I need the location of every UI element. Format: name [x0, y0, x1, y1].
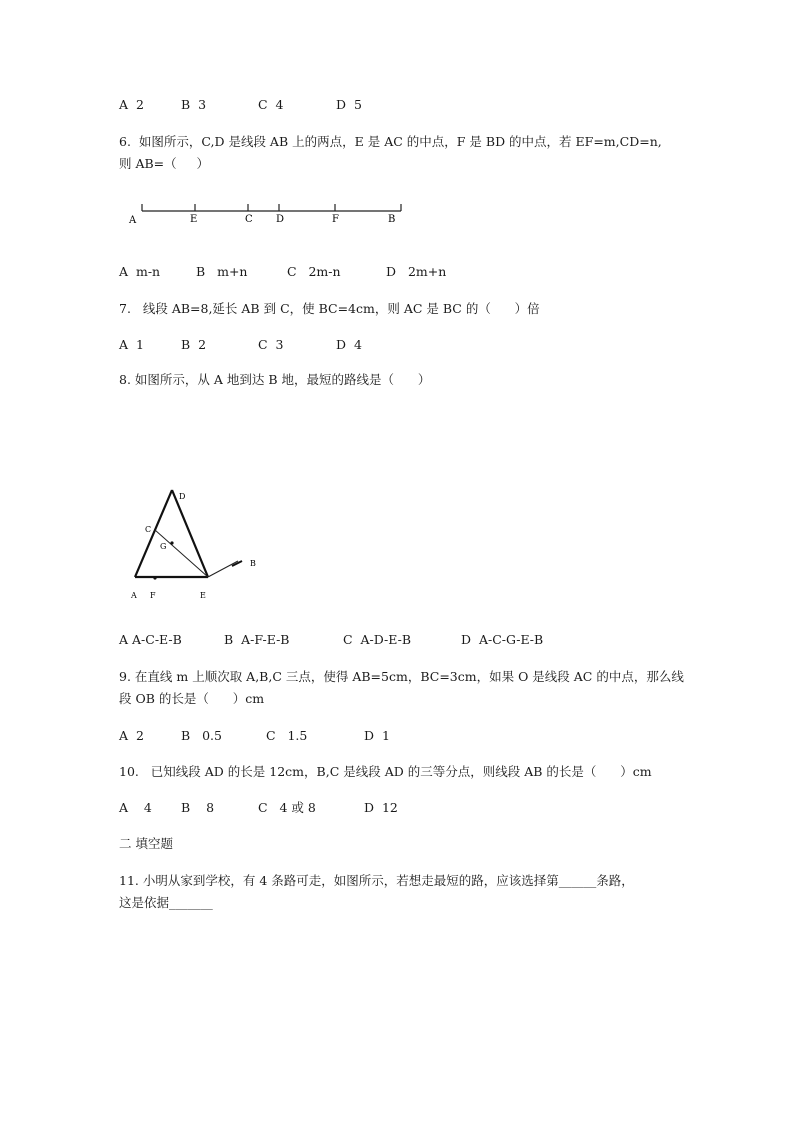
- q9-option-a: A 2: [119, 728, 144, 743]
- q6-option-d: D 2m+n: [386, 264, 447, 279]
- q6-option-a: A m-n: [119, 264, 161, 279]
- q6-option-c: C 2m-n: [287, 264, 341, 279]
- q11-question-text: 11. 小明从家到学校，有 4 条路可走，如图所示，若想走最短的路，应该选择第______条路，: [119, 873, 634, 888]
- q7-option-a: A 1: [119, 337, 144, 352]
- q6-label-b: B: [388, 214, 396, 225]
- q7-option-d: D 4: [336, 337, 362, 352]
- q8-route-figure: [120, 480, 280, 605]
- q9-option-c: C 1.5: [266, 728, 308, 743]
- q8-label-e: E: [200, 591, 206, 600]
- q8-option-c: C A-D-E-B: [343, 632, 412, 647]
- q5-option-b: B 3: [181, 97, 207, 112]
- q9-option-b: B 0.5: [181, 728, 222, 743]
- q7-option-b: B 2: [181, 337, 207, 352]
- q8-label-b: B: [250, 559, 256, 568]
- q8-label-a: A: [131, 591, 137, 600]
- q8-label-g: G: [160, 542, 167, 551]
- q5-option-c: C 4: [258, 97, 284, 112]
- q8-option-a: A A-C-E-B: [119, 632, 182, 647]
- q10-option-d: D 12: [364, 800, 398, 815]
- q6-label-a: A: [129, 215, 137, 226]
- section-title: 二 填空题: [119, 836, 173, 851]
- q6-segment-figure: [120, 198, 410, 230]
- q8-option-d: D A-C-G-E-B: [461, 632, 544, 647]
- q11-question-text-cont: 这是依据_______: [119, 895, 213, 910]
- q5-option-d: D 5: [336, 97, 362, 112]
- q10-option-c: C 4 或 8: [258, 800, 316, 815]
- q6-option-b: B m+n: [196, 264, 248, 279]
- q7-question-text: 7. 线段 AB=8,延长 AB 到 C，使 BC=4cm，则 AC 是 BC 的（ ）倍: [119, 301, 540, 316]
- q10-option-b: B 8: [181, 800, 215, 815]
- q10-option-a: A 4: [119, 800, 152, 815]
- q8-option-b: B A-F-E-B: [224, 632, 290, 647]
- q6-label-e: E: [190, 214, 198, 225]
- q6-label-f: F: [332, 214, 339, 225]
- q9-question-text-cont: 段 OB 的长是（ ）cm: [119, 691, 265, 706]
- q8-label-f: F: [150, 591, 156, 600]
- q6-label-d: D: [276, 214, 285, 225]
- q6-label-c: C: [245, 214, 253, 225]
- q6-question-text-cont: 则 AB=（ ）: [119, 156, 210, 171]
- q10-question-text: 10. 已知线段 AD 的长是 12cm，B,C 是线段 AD 的三等分点，则线段 AB 的长是（ ）cm: [119, 764, 652, 779]
- q6-question-text: 6. 如图所示，C,D 是线段 AB 上的两点，E 是 AC 的中点，F 是 BD 的中点，若 EF=m,CD=n,: [119, 134, 662, 149]
- q9-option-d: D 1: [364, 728, 390, 743]
- q5-option-a: A 2: [119, 97, 144, 112]
- q8-label-c: C: [145, 525, 152, 534]
- q8-label-d: D: [179, 492, 186, 501]
- q9-question-text: 9. 在直线 m 上顺次取 A,B,C 三点，使得 AB=5cm，BC=3cm，如果 O 是线段 AC 的中点，那么线: [119, 669, 684, 684]
- q8-question-text: 8. 如图所示，从 A 地到达 B 地，最短的路线是（ ）: [119, 372, 431, 387]
- q7-option-c: C 3: [258, 337, 284, 352]
